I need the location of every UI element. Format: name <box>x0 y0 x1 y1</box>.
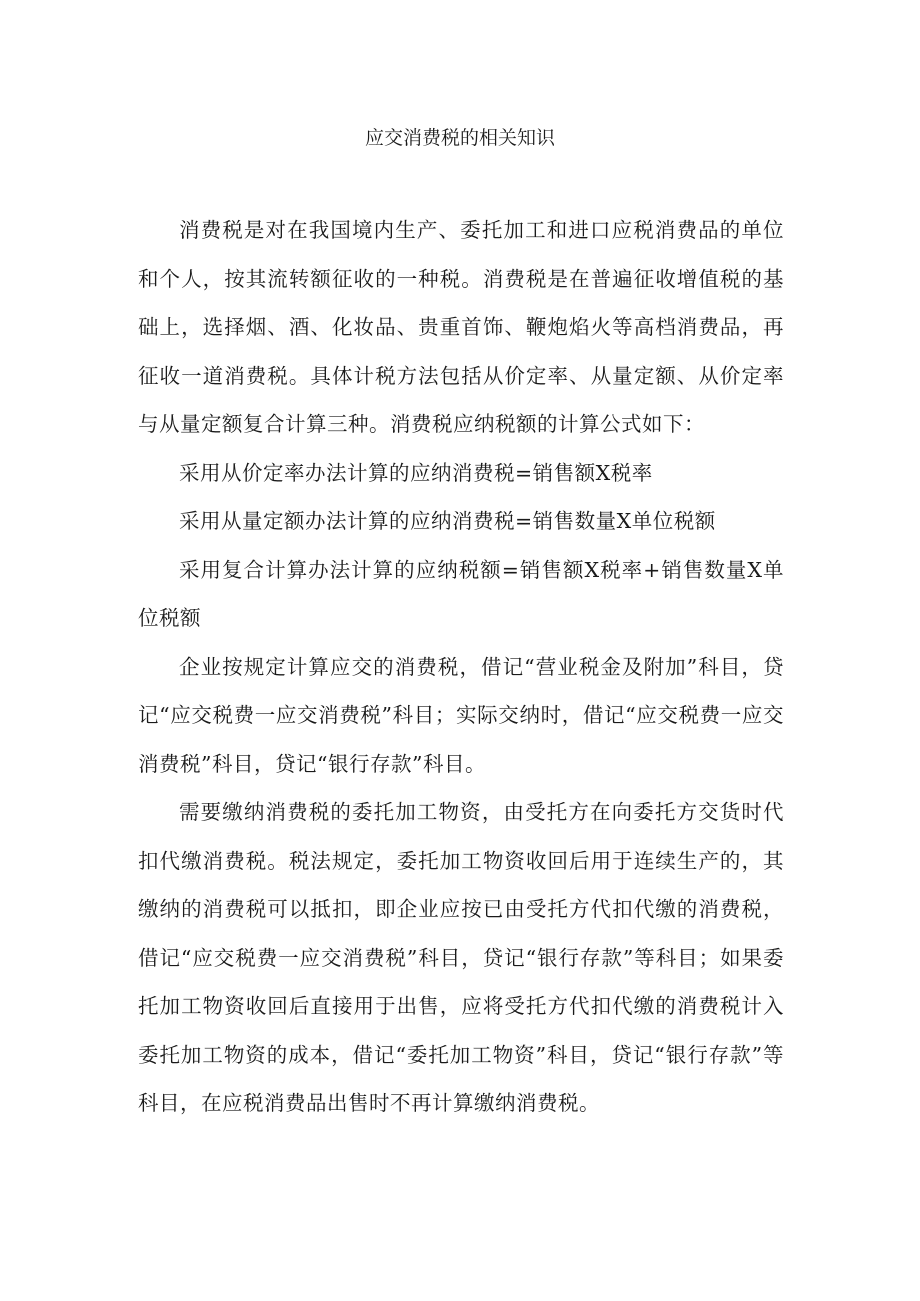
paragraph-entrusted-processing: 需要缴纳消费税的委托加工物资，由受托方在向委托方交货时代扣代缴消费税。税法规定，委托加工物资收回后用于连续生产的，其缴纳的消费税可以抵扣，即企业应按已由受托方代扣代缴的消费税，借记“应交税费一应交消费税”科目，贷记“银行存款”等科目；如果委托加工物资收回后直接用于出售，应将受托方代扣代缴的消费税计入委托加工物资的成本，借记“委托加工物资”科目，贷记“银行存款”等科目，在应税消费品出售时不再计算缴纳消费税。 <box>138 800 784 1115</box>
paragraph-formula-compound: 采用复合计算办法计算的应纳税额=销售额X税率+销售数量X单位税额 <box>138 557 784 630</box>
paragraph-accounting-entries: 企业按规定计算应交的消费税，借记“营业税金及附加”科目，贷记“应交税费一应交消费税”科目；实际交纳时，借记“应交税费一应交消费税”科目，贷记“银行存款”科目。 <box>138 654 784 776</box>
document-title: 应交消费税的相关知识 <box>364 127 555 149</box>
paragraph-formula-specific: 采用从量定额办法计算的应纳消费税=销售数量X单位税额 <box>179 509 716 533</box>
document-body <box>138 206 784 1128</box>
paragraph-intro: 消费税是对在我国境内生产、委托加工和进口应税消费品的单位和个人，按其流转额征收的一种税。消费税是在普遍征收增值税的基础上，选择烟、酒、化妆品、贵重首饰、鞭炮焰火等高档消费品，再征收一道消费税。具体计税方法包括从价定率、从量定额、从价定率与从量定额复合计算三种。消费税应纳税额的计算公式如下： <box>138 218 784 436</box>
paragraph-formula-ad-valorem: 采用从价定率办法计算的应纳消费税=销售额X税率 <box>179 460 653 485</box>
